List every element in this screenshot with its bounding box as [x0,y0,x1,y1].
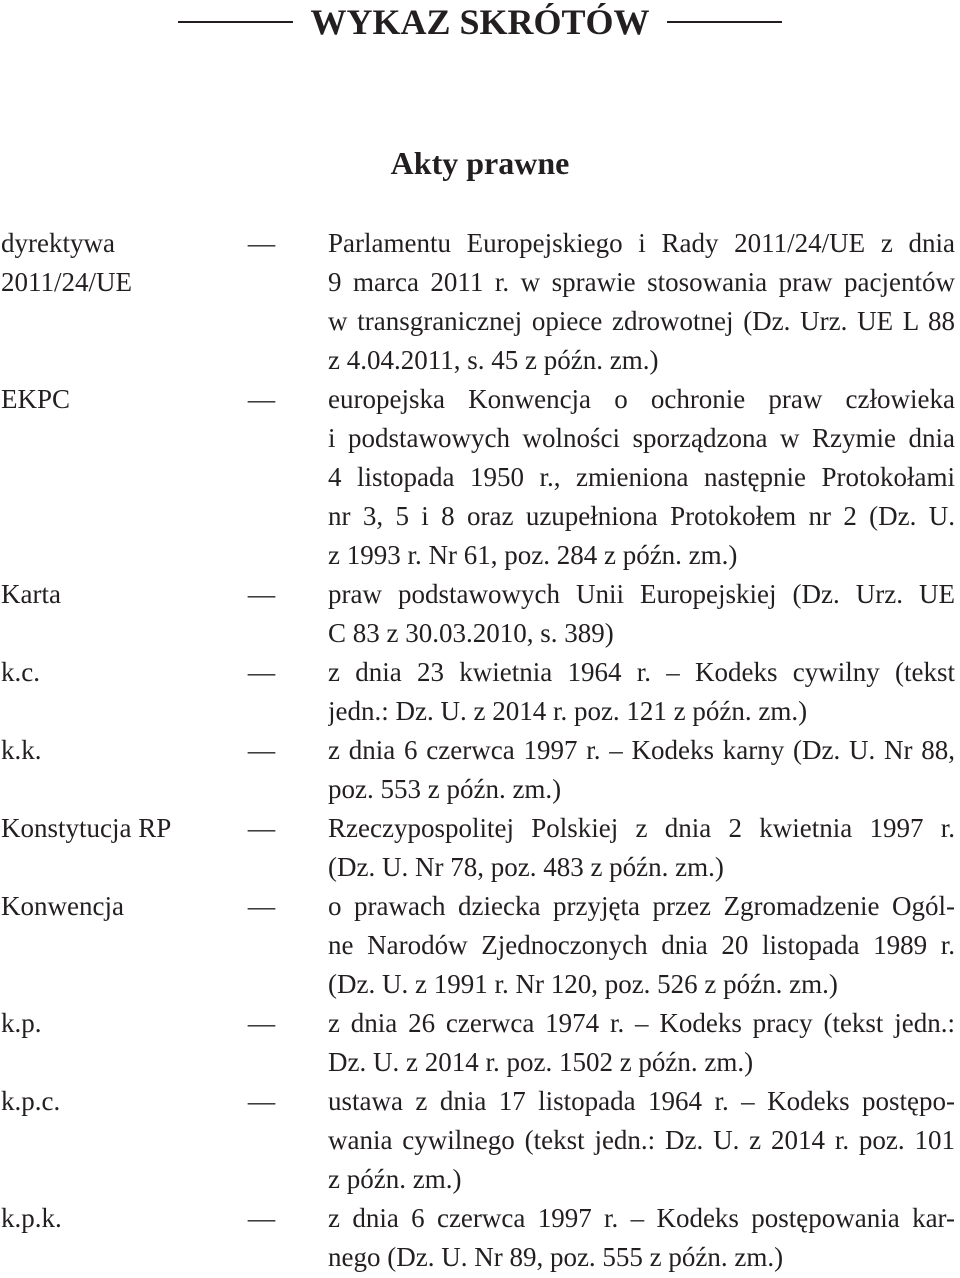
definition-line: z 1993 r. Nr 61, poz. 284 z późn. zm.) [328,540,738,570]
abbreviation-term [0,575,245,614]
abbreviation-term-line: k.k. [1,735,42,765]
abbreviation-term-line: Konwencja [1,891,124,921]
entry-dash-cell [245,1199,328,1238]
abbreviation-entry [0,1004,960,1082]
definition-line: praw podstawowych Unii Europejskiej (Dz. Urz. UE [328,579,955,609]
definition-line: z dnia 6 czerwca 1997 r. – Kodeks karny (Dz. U. Nr 88, [328,735,955,765]
abbreviation-term [0,809,245,848]
definition-line: Parlamentu Europejskiego i Rady 2011/24/UE z dnia [328,228,955,258]
entry-dash-cell [245,653,328,692]
entry-dash-cell [245,380,328,419]
abbreviation-entry [0,380,960,575]
definition-line: z późn. zm.) [328,1164,462,1194]
abbreviation-term-line: EKPC [1,384,71,414]
entry-dash: – [248,1008,275,1038]
abbreviation-definition [328,380,955,575]
abbreviation-term-line: k.p.k. [1,1203,62,1233]
definition-line: 4 listopada 1950 r., zmieniona następnie Protokołami [328,462,955,492]
page-header [0,0,960,44]
abbreviation-term-line: Karta [1,579,61,609]
abbreviation-definition [328,809,955,887]
definition-line: nego (Dz. U. Nr 89, poz. 555 z późn. zm.) [328,1242,784,1272]
entry-dash-cell [245,887,328,926]
abbreviation-term [0,1004,245,1043]
abbreviation-definition [328,1199,955,1277]
definition-line: z dnia 6 czerwca 1997 r. – Kodeks postępowania kar- [328,1203,955,1233]
abbreviation-term-line: 2011/24/UE [1,267,132,297]
abbreviation-list [0,224,960,1277]
definition-line: (Dz. U. Nr 78, poz. 483 z późn. zm.) [328,852,724,882]
abbreviation-definition [328,224,955,380]
definition-line: C 83 z 30.03.2010, s. 389) [328,618,614,648]
abbreviation-entry [0,575,960,653]
entry-dash-cell [245,575,328,614]
abbreviation-term-line: k.c. [1,657,40,687]
entry-dash-cell [245,731,328,770]
entry-dash: – [248,1086,275,1116]
definition-line: ne Narodów Zjednoczonych dnia 20 listopada 1989 r. [328,930,955,960]
definition-line: Rzeczypospolitej Polskiej z dnia 2 kwietnia 1997 r. [328,813,955,843]
abbreviation-definition [328,1082,955,1199]
definition-line: w transgranicznej opiece zdrowotnej (Dz. Urz. UE L 88 [328,306,955,336]
title-rule-right [667,21,782,23]
entry-dash: – [248,1203,275,1233]
definition-line: 9 marca 2011 r. w sprawie stosowania praw pacjentów [328,267,955,297]
abbreviation-term [0,731,245,770]
abbreviation-term [0,1199,245,1238]
abbreviation-term [0,224,245,302]
entry-dash: – [248,228,275,258]
abbreviation-definition [328,1004,955,1082]
definition-line: ustawa z dnia 17 listopada 1964 r. – Kodeks postępo- [328,1086,955,1116]
definition-line: (Dz. U. z 1991 r. Nr 120, poz. 526 z późn. zm.) [328,969,838,999]
definition-line: wania cywilnego (tekst jedn.: Dz. U. z 2014 r. poz. 101 [328,1125,955,1155]
abbreviation-term [0,1082,245,1121]
definition-line: europejska Konwencja o ochronie praw człowieka [328,384,955,414]
entry-dash-cell [245,809,328,848]
entry-dash: – [248,813,275,843]
abbreviation-entry [0,1082,960,1199]
entry-dash: – [248,891,275,921]
page-title: WYKAZ SKRÓTÓW [310,2,650,42]
abbreviation-term-line: k.p. [1,1008,42,1038]
abbreviation-term [0,653,245,692]
definition-line: i podstawowych wolności sporządzona w Rzymie dnia [328,423,955,453]
abbreviation-definition [328,887,955,1004]
abbreviation-entry [0,224,960,380]
definition-line: nr 3, 5 i 8 oraz uzupełniona Protokołem nr 2 (Dz. U. [328,501,955,531]
abbreviation-entry [0,731,960,809]
abbreviation-entry [0,809,960,887]
entry-dash-cell [245,224,328,263]
definition-line: z dnia 23 kwietnia 1964 r. – Kodeks cywilny (tekst [328,657,955,687]
entry-dash: – [248,657,275,687]
entry-dash-cell [245,1004,328,1043]
definition-line: z 4.04.2011, s. 45 z późn. zm.) [328,345,659,375]
definition-line: jedn.: Dz. U. z 2014 r. poz. 121 z późn. zm.) [328,696,808,726]
abbreviation-definition [328,653,955,731]
entry-dash: – [248,579,275,609]
abbreviation-term [0,380,245,419]
abbreviation-entry [0,887,960,1004]
entry-dash-cell [245,1082,328,1121]
definition-line: Dz. U. z 2014 r. poz. 1502 z późn. zm.) [328,1047,754,1077]
title-rule-left [178,21,293,23]
definition-line: poz. 553 z późn. zm.) [328,774,562,804]
abbreviation-term-line: Konstytucja RP [1,813,172,843]
definition-line: o prawach dziecka przyjęta przez Zgromadzenie Ogól- [328,891,955,921]
abbreviation-term [0,887,245,926]
entry-dash: – [248,735,275,765]
abbreviation-definition [328,731,955,809]
abbreviation-entry [0,1199,960,1277]
abbreviation-entry [0,653,960,731]
abbreviation-term-line: dyrektywa [1,228,115,258]
abbreviation-term-line: k.p.c. [1,1086,61,1116]
abbreviation-definition [328,575,955,653]
entry-dash: – [248,384,275,414]
section-title: Akty prawne [390,145,570,181]
definition-line: z dnia 26 czerwca 1974 r. – Kodeks pracy (tekst jedn.: [328,1008,955,1038]
